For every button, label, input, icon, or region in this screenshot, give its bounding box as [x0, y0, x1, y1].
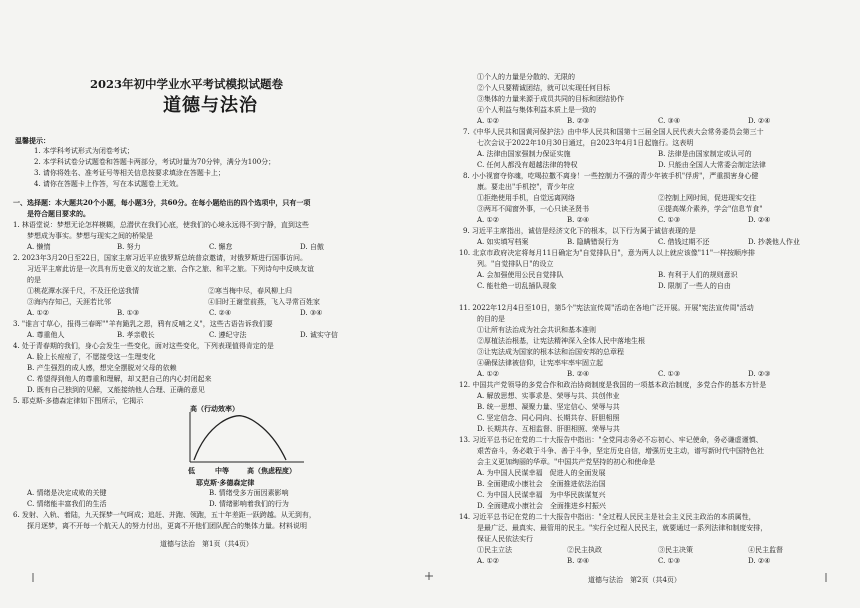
- question-1: 梦想成为事实。梦想与现实之间的桥梁是: [27, 232, 153, 240]
- statement: ③让宪法成为国家的根本法和治国安邦的总章程: [477, 348, 624, 356]
- option: A. 法律由国家强制力保证实施: [477, 150, 571, 158]
- option: A. 脸上长痘痘了，不愿接受这一生理变化: [27, 353, 156, 361]
- option: C. ①③: [658, 557, 681, 565]
- statement: ②民主执政: [567, 546, 602, 554]
- option: B. ②④: [567, 557, 590, 565]
- question-14: 是最广泛、最真实、最管用的民主。"实行全过程人民民主，就要通过一系列法律和制度安排，: [477, 524, 768, 532]
- exam-title: 2023年初中学业水平考试模拟试题卷: [90, 77, 284, 91]
- option: C. ③④: [658, 117, 681, 125]
- option: B. 孝亲敬长: [117, 331, 155, 339]
- option: A. ①②: [477, 117, 500, 125]
- option: C. 能杜绝一切乱插队现象: [477, 282, 557, 290]
- option: A. 解放思想、实事求是、荣辱与共、共创伟业: [477, 392, 620, 400]
- option: C. ①③: [658, 370, 681, 378]
- section-heading: 是符合题目要求的。: [27, 209, 90, 218]
- option: B. 全面建成小康社会 全面推进依法治国: [477, 480, 606, 488]
- option: A. ①②: [477, 216, 500, 224]
- option: B. ②③: [567, 117, 590, 125]
- option: B. ②④: [567, 216, 590, 224]
- tip-line: 3. 请你将姓名、准考证号等相关信息按要求填涂在答题卡上；: [34, 169, 225, 177]
- question-2: 的是: [27, 276, 41, 284]
- question-13: 艰苦奋斗，务必敢于斗争、善于斗争，坚定历史自信，增强历史主动，谱写新时代中国特色社: [477, 447, 764, 455]
- question-9: 9. 习近平主席指出，诚信是经济文化下的根本，以下行为属于诚信表现的是: [463, 227, 696, 235]
- option: C. 希望得到他人的尊重和理解，却又把自己的内心封闭起来: [27, 375, 212, 383]
- statement: ④民主监督: [748, 546, 783, 554]
- option: C. 坚定信念、同心同向、长期共存、肝胆相照: [477, 414, 620, 422]
- option: D. 只能由全国人大常委会制定法律: [658, 161, 766, 169]
- option: B. 情绪受多方面因素影响: [209, 489, 289, 497]
- question-3: 3. "谁言寸草心，报得三春晖""羊有跪乳之恩，鸦有反哺之义"，这些古语告诉我们要: [13, 320, 273, 328]
- statement: ③民主决策: [658, 546, 693, 554]
- section-heading: 一、选择题：本大题共20个小题，每小题3分，共60分。在每小题给出的四个选项中，只有一项: [13, 198, 311, 207]
- figure-caption: 耶克斯·多德森定律: [196, 478, 255, 487]
- question-4: 4. 处于青春期的我们，身心会发生一些变化，面对这些变化，下列表现值得肯定的是: [13, 342, 274, 350]
- figure-y-label: 高（行动效率）: [190, 404, 239, 413]
- statement: ③两耳不闻窗外事，一心只读圣贤书: [477, 205, 589, 213]
- option: A. ①②: [27, 309, 50, 317]
- option: A. ①②: [477, 370, 500, 378]
- option: B. ①③: [117, 309, 140, 317]
- option: C. ②④: [209, 309, 232, 317]
- question-11: 的目的是: [477, 315, 505, 323]
- question-14: 14. 习近平总书记在党的二十大报告中指出："全过程人民民主是社会主义民主政治的本质属性，: [459, 513, 756, 521]
- option: D. 抄袭他人作业: [748, 238, 800, 246]
- option: D. 限制了一些人的自由: [658, 282, 731, 290]
- option: D. 长期共存、互相监督、肝胆相照、荣辱与共: [477, 425, 620, 433]
- option: C. 情绪能丰富我们的生活: [27, 500, 107, 508]
- option: B. 努力: [117, 243, 141, 251]
- question-11: 11. 2022年12月4日至10日，第5个"宪法宣传周"活动在各地广泛开展。开展"宪法宣传周"活动: [459, 304, 754, 312]
- option: C. 遵纪守法: [209, 331, 247, 339]
- tip-line: 4. 请你在答题卡上作答，写在本试题卷上无效。: [34, 180, 183, 188]
- question-6: 6. 发射、入轨、着陆，九天探梦一气呵成；追赶、并跑、领跑，五十年差距一跃跨越。从无到有，: [13, 511, 316, 519]
- option: A. 会加强使用公民自觉排队: [477, 271, 564, 279]
- question-5: 5. 耶克斯-多德森定律如下图所示，它揭示: [13, 397, 144, 405]
- question-13: 会主义更加绚丽的华章。"中国共产党坚持的初心和使命是: [477, 458, 656, 466]
- x-label-high: 高（焦虑程度）: [247, 466, 296, 475]
- statement: ③海内存知己，天涯若比邻: [27, 298, 111, 306]
- option: B. 有利于人们的规则意识: [658, 271, 738, 279]
- question-13: 13. 习近平总书记在党的二十大报告中指出："全党同志务必不忘初心、牢记使命，务必谦虚谨慎、: [459, 436, 763, 444]
- statement: ③集体的力量来源于成员共同的目标和团结协作: [477, 95, 624, 103]
- option: D. 诚实守信: [300, 331, 338, 339]
- statement: ④旧时王谢堂前燕，飞入寻常百姓家: [208, 298, 320, 306]
- statement: ②控制上网时间，促进现实交往: [658, 194, 756, 202]
- tips-heading: 温馨提示：: [15, 136, 50, 145]
- question-1: 1. 林语堂说：梦想无论怎样模糊，总潜伏在我们心底，使我们的心境永远得不到宁静，直到这些: [13, 221, 309, 229]
- option: D. 自傲: [300, 243, 324, 251]
- statement: ①拒绝使用手机，自觉远离网络: [477, 194, 575, 202]
- question-6: 探月逐梦，离不开每一个航天人的努力付出，更离不开他们团队配合的集体力量。材料说明: [27, 522, 307, 530]
- option: B. 法律是由国家制定或认可的: [658, 150, 752, 158]
- option: D. ③④: [300, 309, 323, 317]
- option: D. ②④: [748, 216, 771, 224]
- page-footer: 道德与法治 第1页（共4页）: [160, 540, 253, 548]
- question-8: 康。要走出"手机控"，青少年应: [477, 183, 575, 191]
- option: D. ②③: [748, 370, 771, 378]
- option: A. 如实填写档案: [477, 238, 529, 246]
- option: C. 为中国人民谋幸福 为中华民族谋复兴: [477, 491, 606, 499]
- x-label-low: 低: [188, 466, 195, 475]
- question-10: 列。"自觉排队日"的设立: [477, 260, 554, 268]
- option: C. 任何人都没有超越法律的特权: [477, 161, 578, 169]
- statement: ④提高媒介素养，学会"信息节食": [658, 205, 763, 213]
- option: D. 情绪影响着我们的行为: [209, 500, 289, 508]
- tip-line: 2. 本学科试卷分试题卷和答题卡两部分，考试时量为70分钟，满分为100分；: [34, 158, 276, 166]
- question-7: 7.《中华人民共和国黄河保护法》由中华人民共和国第十三届全国人民代表大会常务委员会第三十: [463, 128, 764, 136]
- statement: ①让所有法治成为社会共识和基本准则: [477, 326, 596, 334]
- statement: ④确保法律被信仰，让宪率牢率牢固立起: [477, 359, 603, 367]
- option: B. 隐瞒错误行为: [567, 238, 619, 246]
- statement: ④个人利益与集体利益本质上是一致的: [477, 106, 596, 114]
- question-14: 保证人民依法实行: [477, 535, 533, 543]
- question-10: 10. 北京市政府决定将每月11日确定为"自觉排队日"，意为两人以上就应该像"11"一样按顺序排: [459, 249, 756, 257]
- x-label-mid: 中等: [215, 466, 229, 475]
- option: B. ②④: [567, 370, 590, 378]
- option: D. 全面建成小康社会 全面推进乡村振兴: [477, 502, 606, 510]
- page-footer: 道德与法治 第2页（共4页）: [588, 576, 681, 584]
- question-2: 2. 2023年3月20日至22日，国家主席习近平应俄罗斯总统普京邀请，对俄罗斯进行国事访问。: [13, 254, 307, 262]
- option: B. 产生强烈的成人感，想完全摆脱对父母的依赖: [27, 364, 177, 372]
- option: D. 既有自己独到的见解，又能接纳他人合理、正确的意见: [27, 386, 205, 394]
- option: A. 情绪是决定成败的关键: [27, 489, 107, 497]
- question-12: 12. 中国共产党领导的多党合作和政治协商制度是我国的一项基本政治制度，多党合作的基本方针是: [459, 381, 767, 389]
- subject-title: 道德与法治: [163, 95, 258, 116]
- question-7: 七次会议于2022年10月30日通过，自2023年4月1日起施行。这表明: [477, 139, 694, 147]
- tip-line: 1. 本学科考试形式为闭卷考试；: [34, 147, 134, 155]
- statement: ①个人的力量是分散的、无限的: [477, 73, 575, 81]
- option: A. 尊重他人: [27, 331, 65, 339]
- question-8: 8. 小小视窗夺你魂，吃喝拉撒不离身！一些控制力不强的青少年被手机"俘虏"，严重损害身心健: [463, 172, 759, 180]
- option: A. 懒惰: [27, 243, 51, 251]
- option: D. ②④: [748, 117, 771, 125]
- option: C. 借钱过期不还: [658, 238, 710, 246]
- option: B. 统一思想、凝聚力量、坚定信心、荣辱与共: [477, 403, 620, 411]
- option: A. 为中国人民谋幸福 促进人的全面发展: [477, 469, 606, 477]
- statement: ②厚植法治根基，让宪法精神深入全体人民中落地生根: [477, 337, 645, 345]
- option: D. ②④: [748, 557, 771, 565]
- question-2: 习近平主席此访是一次具有历史意义的友谊之旅、合作之旅、和平之旅。下列诗句中反映友谊: [27, 265, 314, 273]
- statement: ②寒当梅中尽，春风柳上归: [208, 287, 292, 295]
- option: C. ①③: [658, 216, 681, 224]
- statement: ②个人只要精诚团结，就可以实现任何目标: [477, 84, 610, 92]
- statement: ①桃花潭水深千尺，不及汪伦送我情: [27, 287, 139, 295]
- statement: ①民主立法: [477, 546, 512, 554]
- option: A. ①②: [477, 557, 500, 565]
- option: C. 懈怠: [209, 243, 233, 251]
